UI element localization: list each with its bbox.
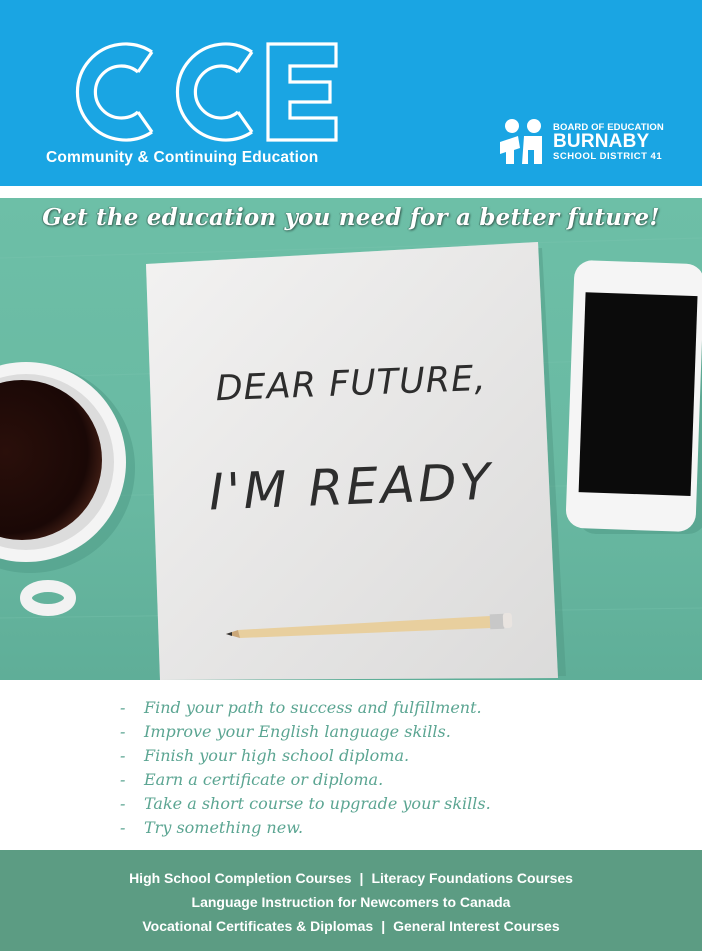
list-item-text: Finish your high school diploma. <box>144 746 410 765</box>
list-item <box>120 696 491 720</box>
footer-separator: | <box>359 870 364 886</box>
note-line-2: I'M READY <box>207 452 495 522</box>
note-line-1: DEAR FUTURE, <box>214 358 488 410</box>
cce-subtitle: Community & Continuing Education <box>46 149 319 166</box>
footer-line-1 <box>0 870 702 886</box>
board-line2: BURNABY <box>553 131 650 152</box>
list-item-text: Try something new. <box>144 818 304 837</box>
course-literacy-foundations: Literacy Foundations Courses <box>371 870 573 886</box>
board-of-education-logo <box>553 122 664 162</box>
board-line1: BOARD OF EDUCATION <box>553 122 664 133</box>
list-item <box>120 816 491 840</box>
footer-line-3 <box>0 918 702 934</box>
bullet-dash: - <box>120 698 126 717</box>
course-high-school-completion: High School Completion Courses <box>129 870 352 886</box>
cce-logo <box>72 38 342 146</box>
hero-tagline: Get the education you need for a better future! <box>42 204 660 231</box>
hero-photo <box>0 198 702 680</box>
list-item <box>120 720 491 744</box>
board-line3: SCHOOL DISTRICT 41 <box>553 151 663 162</box>
list-item <box>120 744 491 768</box>
list-item-text: Find your path to success and fulfillment. <box>144 698 482 717</box>
list-item-text: Earn a certificate or diploma. <box>144 770 384 789</box>
list-item-text: Take a short course to upgrade your skills. <box>144 794 491 813</box>
list-item <box>120 792 491 816</box>
burnaby-figures-icon <box>498 118 544 166</box>
bullet-dash: - <box>120 722 126 741</box>
footer-line-2 <box>0 894 702 910</box>
course-general-interest: General Interest Courses <box>393 918 560 934</box>
bullet-dash: - <box>120 818 126 837</box>
bullet-dash: - <box>120 794 126 813</box>
footer-separator: | <box>381 918 386 934</box>
footer-course-list <box>0 850 702 951</box>
header-banner <box>0 0 702 186</box>
list-item-text: Improve your English language skills. <box>144 722 451 741</box>
list-item <box>120 768 491 792</box>
course-language-instruction: Language Instruction for Newcomers to Canada <box>191 894 511 910</box>
bullet-dash: - <box>120 746 126 765</box>
course-vocational-certificates: Vocational Certificates & Diplomas <box>142 918 374 934</box>
benefits-list <box>120 696 491 840</box>
bullet-dash: - <box>120 770 126 789</box>
